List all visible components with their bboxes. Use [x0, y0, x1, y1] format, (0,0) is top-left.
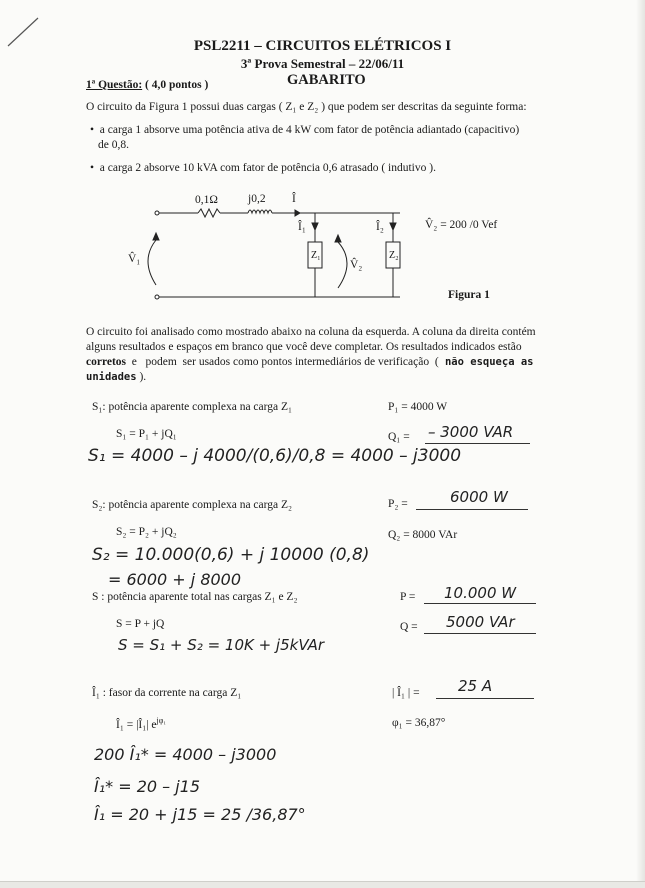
- scan-bottom-edge: [0, 881, 645, 888]
- q1-blank: [425, 443, 530, 444]
- s1-handwritten: S₁ = 4000 – j 4000/(0,6)/0,8 = 4000 – j3000: [88, 446, 462, 466]
- v2-label: V̂₂: [350, 259, 363, 271]
- s-title: S : potência aparente total nas cargas Z₁ e Z₂: [92, 591, 298, 603]
- i1-handwritten-1: 200 Î₁* = 4000 – j3000: [94, 745, 277, 764]
- analysis-line-1: O circuito foi analisado como mostrado abaixo na coluna da esquerda. A coluna da direita contém: [86, 326, 536, 338]
- p-blank: [424, 603, 536, 604]
- scan-edge: [636, 0, 645, 888]
- s-handwritten: S = S₁ + S₂ = 10K + j5kVAr: [118, 636, 325, 654]
- analysis-line-4: unidades ).: [86, 371, 147, 383]
- p1-value: P₁ = 4000 W: [388, 401, 448, 413]
- q-label: Q =: [400, 621, 418, 633]
- i2-label: Î₂: [376, 221, 384, 233]
- z2-label: Z₂: [389, 250, 399, 261]
- bullet-1-cont: de 0,8.: [98, 139, 129, 151]
- course-title: PSL2211 – CIRCUITOS ELÉTRICOS I: [193, 38, 452, 54]
- p2-handwritten: 6000 W: [450, 488, 508, 506]
- question-label: 1ª Questão:: [86, 79, 143, 91]
- i1-handwritten-2: Î₁* = 20 – j15: [94, 777, 201, 796]
- resistor-label: 0,1Ω: [195, 194, 218, 206]
- analysis-line-2: alguns resultados e espaços em branco que você deve completar. Os resultados indicados estão: [86, 341, 522, 353]
- s1-title: S₁: potência aparente complexa na carga Z₁: [92, 401, 293, 413]
- bullet-2: • a carga 2 absorve 10 kVA com fator de potência 0,6 atrasado ( indutivo ).: [90, 162, 436, 174]
- z1-label: Z₁: [311, 250, 321, 261]
- q-handwritten: 5000 VAr: [446, 613, 515, 631]
- p-handwritten: 10.000 W: [444, 584, 517, 602]
- analysis-line-3: corretos e podem ser usados como pontos intermediários de verificação ( não esqueça as: [86, 356, 534, 368]
- i1-label: Î₁: [298, 221, 306, 233]
- inductor-label: j0,2: [248, 193, 266, 205]
- q2-value: Q₂ = 8000 VAr: [388, 529, 458, 541]
- i1-mag-label: | Î₁ | =: [392, 687, 420, 699]
- s2-handwritten-2: = 6000 + j 8000: [108, 570, 242, 589]
- s2-handwritten-1: S₂ = 10.000(0,6) + j 10000 (0,8): [92, 545, 370, 565]
- i1-mag-blank: [436, 698, 534, 699]
- figure-caption: Figura 1: [448, 289, 490, 301]
- question-intro: O circuito da Figura 1 possui duas cargas ( Z₁ e Z₂ ) que podem ser descritas da seguinte forma:: [86, 101, 527, 113]
- i1-mag-handwritten: 25 A: [458, 677, 493, 695]
- question-heading: [86, 78, 208, 93]
- i1-handwritten-3: Î₁ = 20 + j15 = 25 /36,87°: [94, 805, 306, 824]
- v1-label: V̂₁: [128, 253, 141, 265]
- s1-formula: S₁ = P₁ + jQ₁: [116, 428, 177, 440]
- q-blank: [424, 633, 536, 634]
- s-formula: S = P + jQ: [116, 618, 165, 630]
- question-points: ( 4,0 pontos ): [145, 79, 209, 91]
- v2-value: V̂₂ = 200 /0 Vef: [425, 219, 498, 231]
- s2-title: S₂: potência aparente complexa na carga Z₂: [92, 499, 293, 511]
- q1-handwritten: – 3000 VAR: [428, 423, 514, 441]
- i1-formula: Î₁ = |Î₁| $e^{j\varphi_1}$: [116, 716, 167, 731]
- q1-label: Q₁ =: [388, 431, 410, 443]
- s2-formula: S₂ = P₂ + jQ₂: [116, 526, 177, 538]
- bullet-1: • a carga 1 absorve uma potência ativa de 4 kW com fator de potência adiantado (capacitivo): [90, 124, 520, 136]
- p2-label: P₂ =: [388, 498, 408, 510]
- phi1-value: φ₁ = 36,87°: [392, 717, 446, 729]
- p2-blank: [416, 509, 528, 510]
- exam-title: 3ª Prova Semestral – 22/06/11: [240, 56, 405, 71]
- current-label: Î: [292, 193, 296, 205]
- p-label: P =: [400, 591, 416, 603]
- answer-key-title: GABARITO: [287, 72, 366, 88]
- i1-title: Î₁ : fasor da corrente na carga Z₁: [92, 687, 242, 699]
